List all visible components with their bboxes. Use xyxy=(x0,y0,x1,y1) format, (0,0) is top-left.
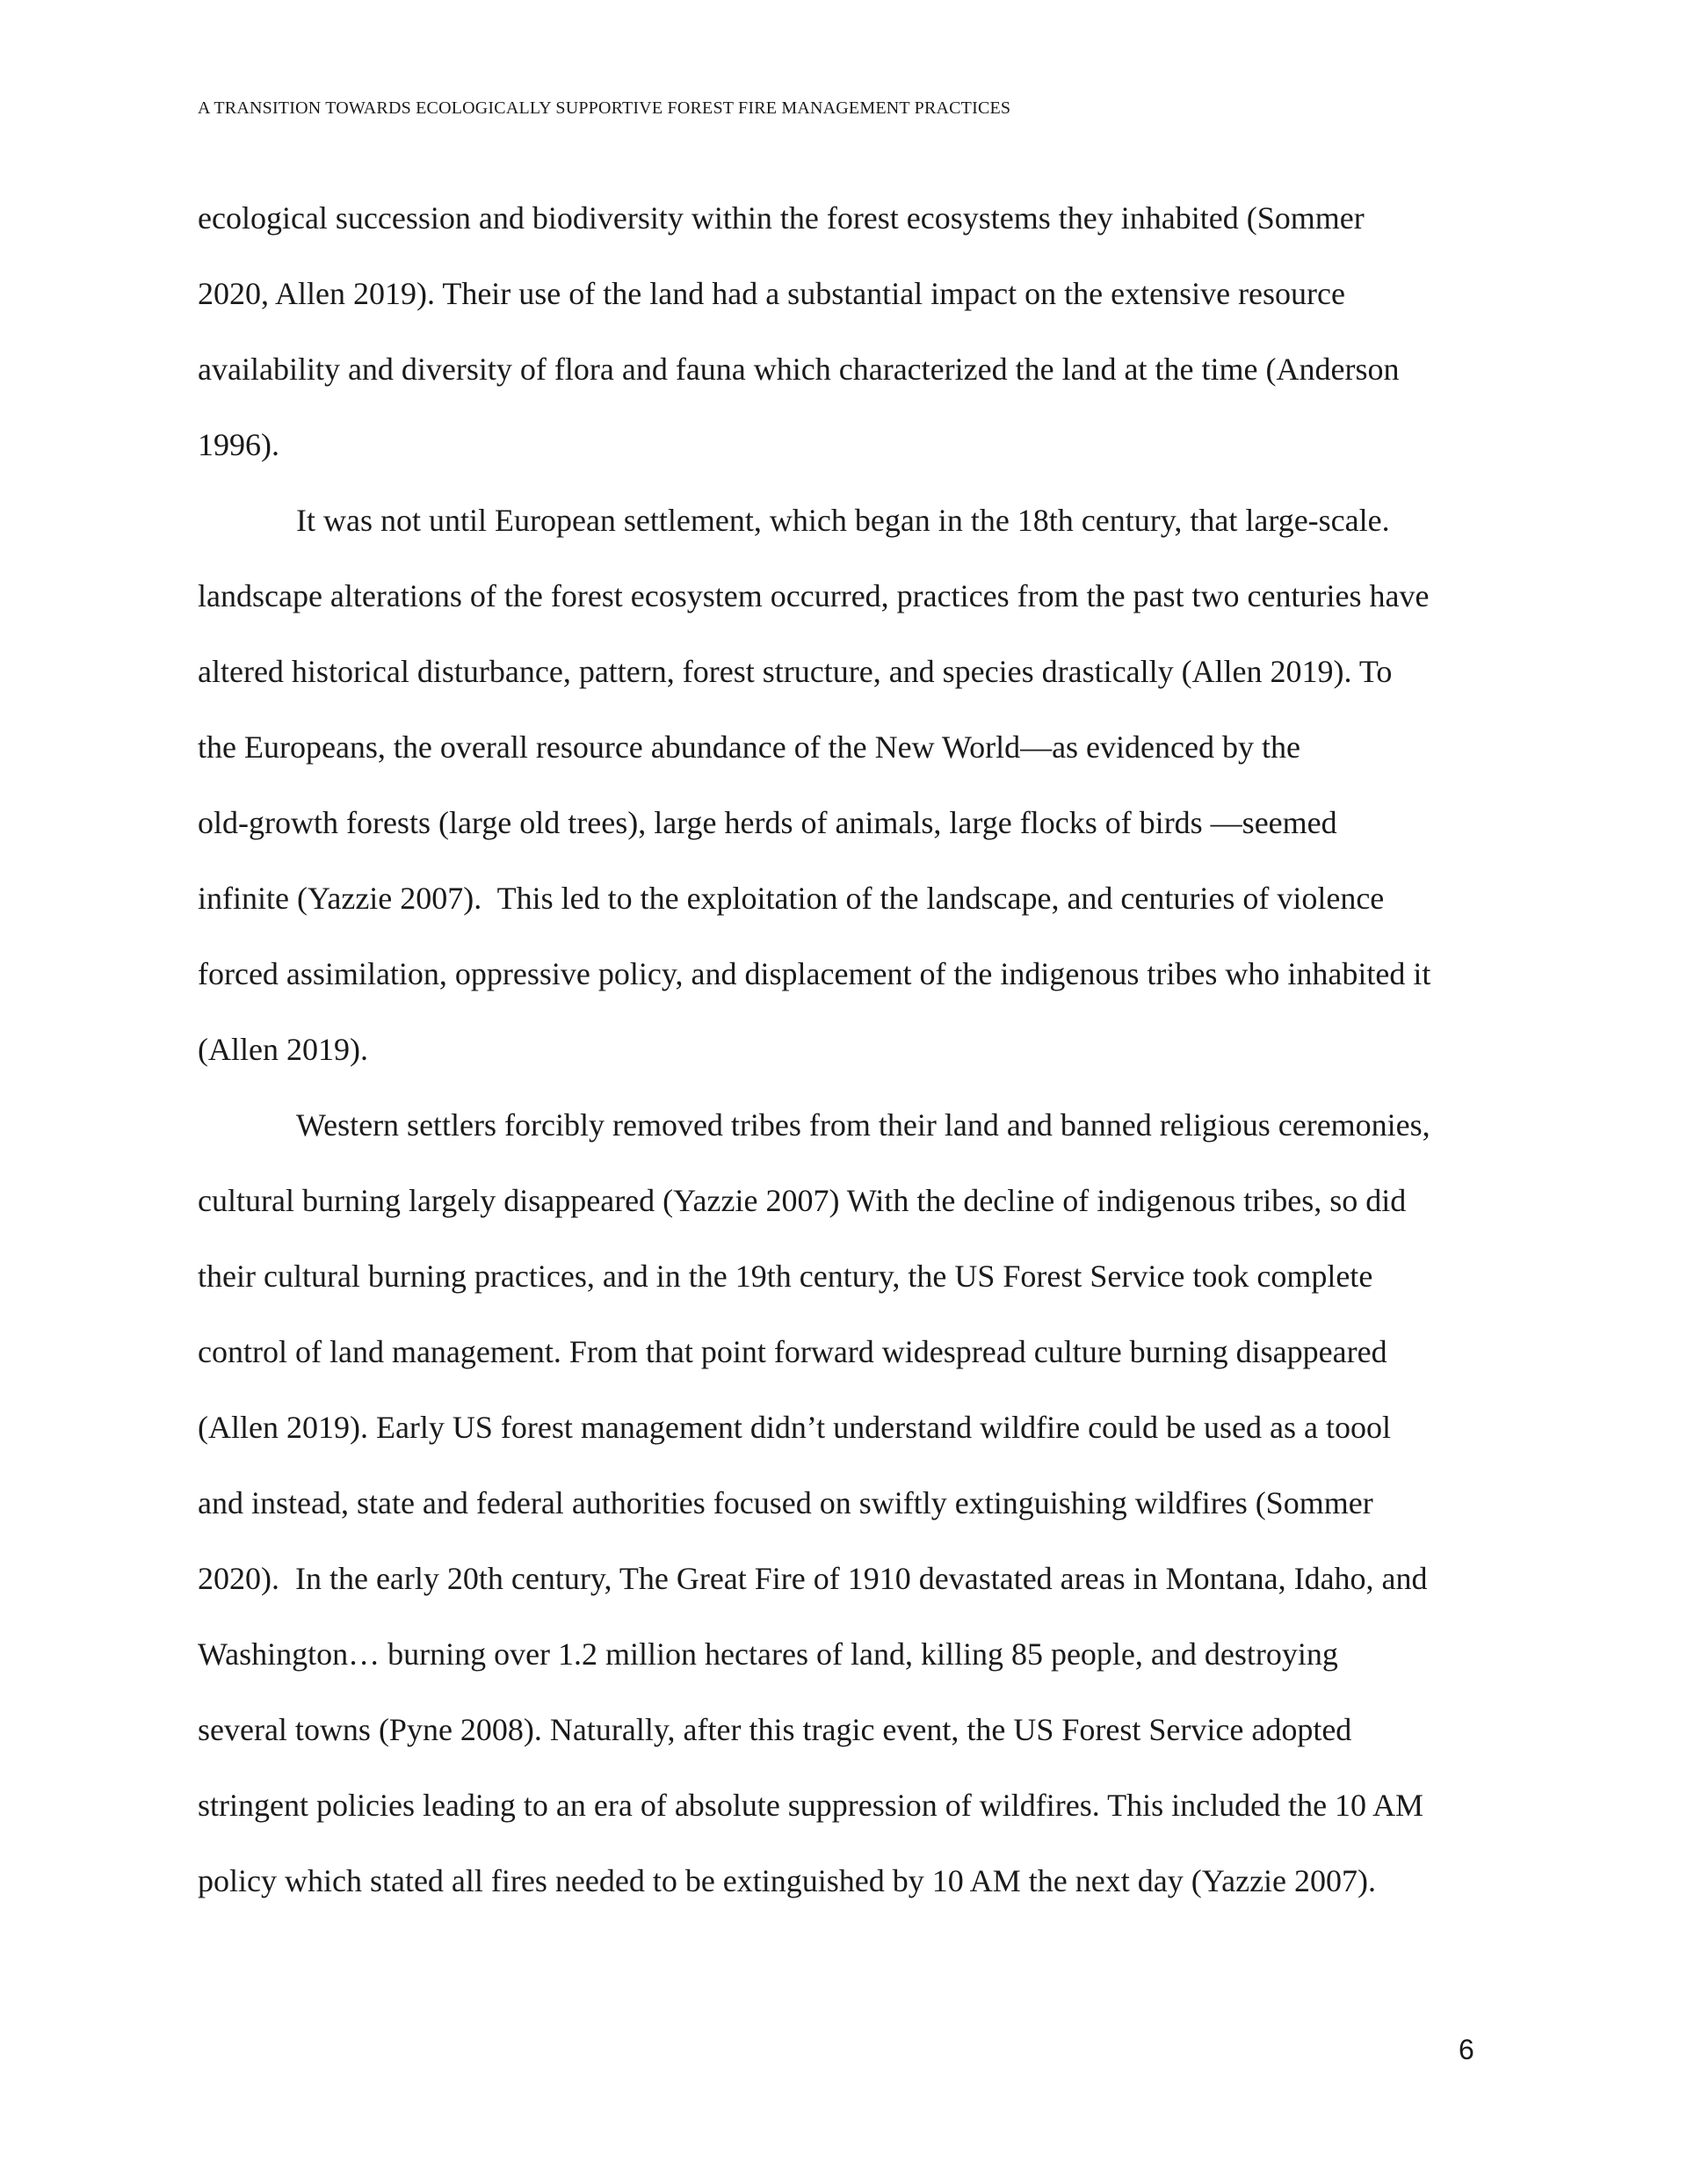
text-line: stringent policies leading to an era of absolute suppression of wildfires. This included the 10 AM xyxy=(198,1788,1424,1823)
text-line: (Allen 2019). Early US forest management didn’t understand wildfire could be used as a toool xyxy=(198,1410,1391,1445)
text-line: forced assimilation, oppressive policy, and displacement of the indigenous tribes who inhabited it xyxy=(198,956,1431,991)
text-line: (Allen 2019). xyxy=(198,1032,368,1067)
text-line: policy which stated all fires needed to be extinguished by 10 AM the next day (Yazzie 2007). xyxy=(198,1863,1377,1898)
text-line: 2020, Allen 2019). Their use of the land had a substantial impact on the extensive resource xyxy=(198,276,1345,311)
text-line: control of land management. From that point forward widespread culture burning disappeared xyxy=(198,1334,1387,1369)
running-head: A TRANSITION TOWARDS ECOLOGICALLY SUPPORTIVE FOREST FIRE MANAGEMENT PRACTICES xyxy=(198,98,1011,118)
text-line: their cultural burning practices, and in the 19th century, the US Forest Service took complete xyxy=(198,1259,1373,1294)
text-line: several towns (Pyne 2008). Naturally, after this tragic event, the US Forest Service adopted xyxy=(198,1712,1352,1747)
text-line: old-growth forests (large old trees), large herds of animals, large flocks of birds —seemed xyxy=(198,805,1337,840)
text-line: 1996). xyxy=(198,427,279,462)
text-line: cultural burning largely disappeared (Yazzie 2007) With the decline of indigenous tribes, so did xyxy=(198,1183,1407,1218)
text-line: infinite (Yazzie 2007). This led to the exploitation of the landscape, and centuries of violence xyxy=(198,881,1385,916)
text-line: It was not until European settlement, which began in the 18th century, that large-scale. xyxy=(296,503,1390,538)
text-line: landscape alterations of the forest ecosystem occurred, practices from the past two centuries have xyxy=(198,578,1430,613)
text-line: ecological succession and biodiversity within the forest ecosystems they inhabited (Sommer xyxy=(198,200,1365,236)
page-number: 6 xyxy=(1459,2034,1474,2065)
text-line: Washington… burning over 1.2 million hectares of land, killing 85 people, and destroying xyxy=(198,1636,1338,1672)
text-line: and instead, state and federal authorities focused on swiftly extinguishing wildfires (Sommer xyxy=(198,1485,1373,1520)
text-line: 2020). In the early 20th century, The Great Fire of 1910 devastated areas in Montana, Idaho, and xyxy=(198,1561,1428,1596)
text-line: availability and diversity of flora and fauna which characterized the land at the time (Anderson xyxy=(198,352,1400,387)
text-line: the Europeans, the overall resource abundance of the New World—as evidenced by the xyxy=(198,729,1300,765)
text-line: altered historical disturbance, pattern, forest structure, and species drastically (Allen 2019). To xyxy=(198,654,1393,689)
text-line: Western settlers forcibly removed tribes from their land and banned religious ceremonies, xyxy=(296,1107,1430,1143)
